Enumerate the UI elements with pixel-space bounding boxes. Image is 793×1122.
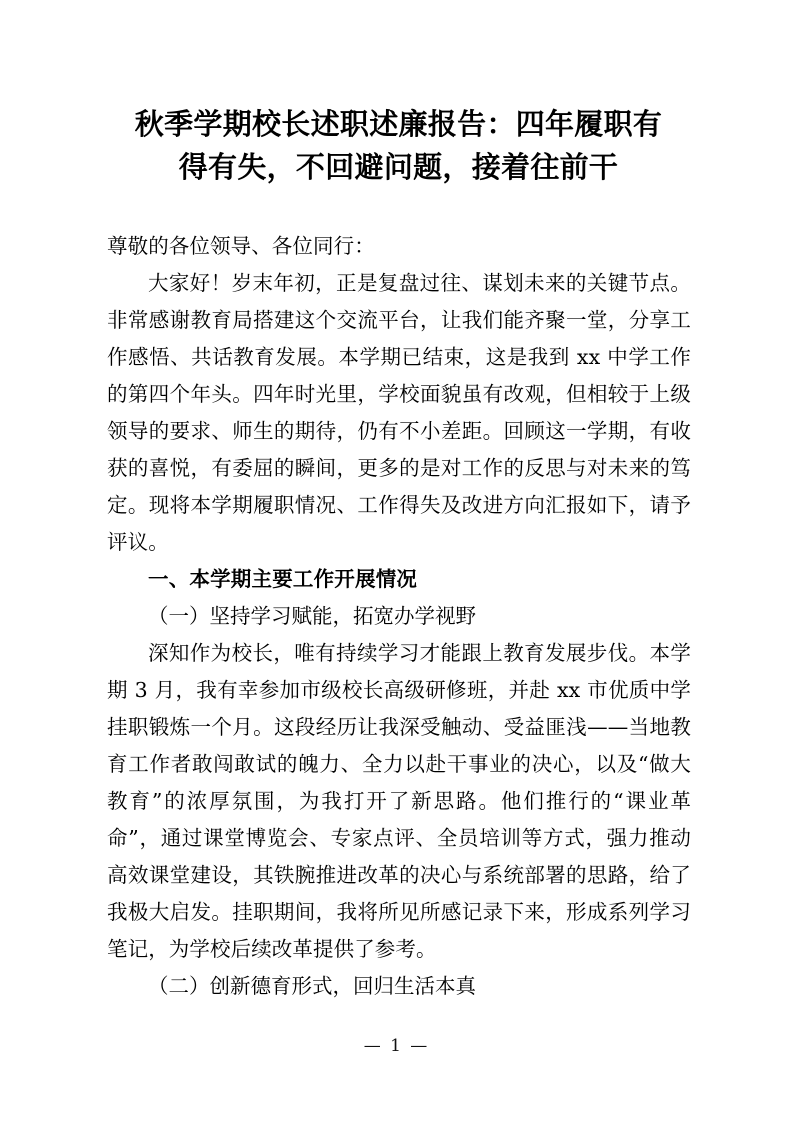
document-body bbox=[107, 228, 691, 1005]
opening-paragraph: 大家好！岁末年初，正是复盘过往、谋划未来的关键节点。非常感谢教育局搭建这个交流平台，让我们能齐聚一堂，分享工作感悟、共话教育发展。本学期已结束，这是我到 xx 中学工作的第四个年头。四年时光里，学校面貌虽有改观，但相较于上级领导的要求、师生的期待，仍有不小差距。回顾这一学期，有收获的喜悦，有委屈的瞬间，更多的是对工作的反思与对未来的笃定。现将本学期履职情况、工作得失及改进方向汇报如下，请予评议。 bbox=[107, 271, 691, 554]
subsection-2-heading: （二）创新德育形式，回归生活本真 bbox=[148, 974, 476, 998]
document-title-line-1: 秋季学期校长述职述廉报告：四年履职有 bbox=[134, 107, 663, 141]
salutation: 尊敬的各位领导、各位同行： bbox=[107, 234, 375, 258]
page-number-footer: — 1 — bbox=[363, 1036, 430, 1056]
subsection-1-paragraph: 深知作为校长，唯有持续学习才能跟上教育发展步伐。本学期 3 月，我有幸参加市级校长高级研修班，并赴 xx 市优质中学挂职锻炼一个月。这段经历让我深受触动、受益匪浅——当地教育工作者敢闯敢试的魄力、全力以赴干事业的决心，以及“做大教育”的浓厚氛围，为我打开了新思路。他们推行的“课业革命”，通过课堂博览会、专家点评、全员培训等方式，强力推动高效课堂建设，其铁腕推进改革的决心与系统部署的思路，给了我极大启发。挂职期间，我将所见所感记录下来，形成系列学习笔记，为学校后续改革提供了参考。 bbox=[107, 641, 691, 961]
document-title bbox=[107, 103, 690, 189]
document-title-line-2: 得有失，不回避问题，接着往前干 bbox=[178, 150, 619, 184]
subsection-1-heading: （一）坚持学习赋能，拓宽办学视野 bbox=[148, 604, 476, 628]
section-1-heading: 一、本学期主要工作开展情况 bbox=[148, 567, 418, 591]
